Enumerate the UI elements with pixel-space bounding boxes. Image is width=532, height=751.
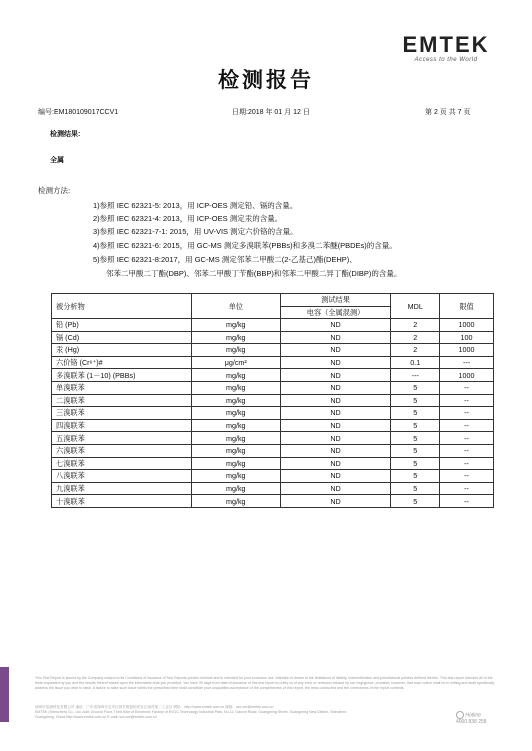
method-item: 5)参照 IEC 62321-8:2017，用 GC-MS 测定邻苯二甲酸二(2-乙基己)酯(DEHP)、	[93, 255, 357, 264]
cell-mdl: 2	[391, 319, 440, 332]
cell-item: 三溴联苯	[52, 407, 192, 420]
cell-result: ND	[280, 356, 391, 369]
logo-tagline: Access to the World	[414, 57, 478, 63]
header-result-title: 测试结果	[281, 294, 391, 307]
cell-result: ND	[280, 331, 391, 344]
cell-result: ND	[280, 407, 391, 420]
table-row	[52, 331, 494, 344]
cell-result: ND	[280, 495, 391, 508]
cell-item: 六溴联苯	[52, 444, 192, 457]
header-limit: 限值	[440, 294, 494, 319]
cell-item: 九溴联苯	[52, 482, 192, 495]
cell-unit: mg/kg	[191, 319, 280, 332]
table-row	[52, 356, 494, 369]
method-item: 邻苯二甲酸二丁酯(DBP)、邻苯二甲酸丁苄酯(BBP)和邻苯二甲酸二异丁酯(DIBP)的含量。	[106, 269, 402, 278]
report-number: 编号:EM180109017CCV1	[38, 109, 119, 116]
cell-limit: --	[440, 444, 494, 457]
cell-item: 五溴联苯	[52, 432, 192, 445]
cell-result: ND	[280, 419, 391, 432]
results-label: 检测结果:	[50, 131, 81, 138]
cell-item: 汞 (Hg)	[52, 344, 192, 357]
table-row	[52, 319, 494, 332]
cell-limit: 100	[440, 331, 494, 344]
header-result	[280, 294, 391, 319]
cell-limit: --	[440, 470, 494, 483]
table-row	[52, 394, 494, 407]
cell-item: 七溴联苯	[52, 457, 192, 470]
method-item: 2)参照 IEC 62321-4: 2013，用 ICP-OES 测定汞的含量。	[93, 214, 283, 223]
cell-unit: mg/kg	[191, 470, 280, 483]
cell-limit: 1000	[440, 344, 494, 357]
cell-item: 四溴联苯	[52, 419, 192, 432]
footer-hotline: Hotline 4000 838 258	[456, 712, 487, 725]
cell-mdl: 2	[391, 331, 440, 344]
cell-unit: mg/kg	[191, 482, 280, 495]
table-row	[52, 495, 494, 508]
table-row	[52, 344, 494, 357]
cell-result: ND	[280, 319, 391, 332]
table-row	[52, 457, 494, 470]
method-item: 4)参照 IEC 62321-6: 2015，用 GC-MS 测定多溴联苯(PBBs)和多溴二苯醚(PBDEs)的含量。	[93, 241, 397, 250]
cell-item: 铅 (Pb)	[52, 319, 192, 332]
cell-limit: --	[440, 457, 494, 470]
footer-company: 深圳市倍测科技有限公司 地址：广东省深圳市宝安区西乡街道固戍社区南昌第二工业区 网址：http://www.emtek.com.cn 邮箱：szc.cor@emtek.com.cn EMTEK (Shenzhen) Co., Ltd. Add: Ground Floor, Third Side of Electronic Factory of EVOC Technology Industrial Park, No.11, Gaoxin Road, Guangming Street, Guangming New District, Shenzhen. Guangdong, China http://www.emtek.com.cn E-mail: szc.cor@emtek.com.cn	[35, 705, 348, 719]
cell-unit: mg/kg	[191, 381, 280, 394]
cell-limit: --	[440, 407, 494, 420]
cell-item: 十溴联苯	[52, 495, 192, 508]
cell-result: ND	[280, 470, 391, 483]
cell-unit: mg/kg	[191, 457, 280, 470]
table-row	[52, 369, 494, 382]
cell-mdl: 5	[391, 419, 440, 432]
cell-item: 多溴联苯 (1－10) (PBBs)	[52, 369, 192, 382]
table-row	[52, 432, 494, 445]
methods-label: 检测方法:	[38, 186, 71, 195]
cell-result: ND	[280, 369, 391, 382]
table-row	[52, 444, 494, 457]
cell-limit: ---	[440, 356, 494, 369]
page-indicator: 第 2 页 共 7 页	[425, 109, 471, 116]
cell-unit: mg/kg	[191, 495, 280, 508]
cell-unit: mg/kg	[191, 344, 280, 357]
cell-limit: --	[440, 419, 494, 432]
cell-item: 单溴联苯	[52, 381, 192, 394]
cell-mdl: 0.1	[391, 356, 440, 369]
cell-item: 八溴联苯	[52, 470, 192, 483]
method-item: 3)参照 IEC 62321-7-1: 2015，用 UV-VIS 测定六价铬的含量。	[93, 227, 298, 236]
report-date: 日期:2018 年 01 月 12 日	[232, 109, 310, 116]
cell-mdl: 5	[391, 457, 440, 470]
cell-mdl: 5	[391, 470, 440, 483]
cell-unit: mg/kg	[191, 407, 280, 420]
cell-mdl: 5	[391, 394, 440, 407]
cell-mdl: 5	[391, 482, 440, 495]
cell-item: 二溴联苯	[52, 394, 192, 407]
method-item: 1)参照 IEC 62321-5: 2013，用 ICP-OES 测定铅、镉的含量。	[93, 201, 298, 210]
cell-limit: --	[440, 381, 494, 394]
cell-limit: 1000	[440, 369, 494, 382]
header-item: 被分析物	[52, 294, 192, 319]
hotline-icon	[456, 711, 464, 719]
table-row	[52, 482, 494, 495]
cell-unit: mg/kg	[191, 369, 280, 382]
cell-limit: --	[440, 482, 494, 495]
header-result-sub: 电容（全属混测）	[306, 307, 365, 317]
cell-result: ND	[280, 344, 391, 357]
cell-mdl: 5	[391, 381, 440, 394]
company-logo	[396, 34, 496, 63]
cell-mdl: 2	[391, 344, 440, 357]
cell-unit: mg/kg	[191, 444, 280, 457]
cell-result: ND	[280, 457, 391, 470]
cell-unit: mg/kg	[191, 432, 280, 445]
cell-limit: 1000	[440, 319, 494, 332]
cell-mdl: ---	[391, 369, 440, 382]
cell-limit: --	[440, 394, 494, 407]
cell-unit: μg/cm²	[191, 356, 280, 369]
cell-item: 六价铬 (Cr⁶⁺)#	[52, 356, 192, 369]
footer-disclaimer: This Test Report is issued by the Company subject to its Conditions of Issuance of Test Reports printed overleaf and is intended for your exclusive use. Attention is drawn to the limitations of liability, indemnification and jurisdictional policies defined therein. This test report includes all of the tests requested by you and the results thereof based upon the information that you provided. You have 30 days from date of issuance of this test report to notify us of any error or omission caused by our negligence, provided, however, that such notice shall be in writing and shall specifically address the issue you wish to raise. A failure to raise such issue within the prescribed time shall constitute your unqualified acceptance of the completeness of this report, the tests conducted and the correctness of the report contents.	[35, 676, 495, 690]
cell-unit: mg/kg	[191, 394, 280, 407]
cell-mdl: 5	[391, 444, 440, 457]
cell-mdl: 5	[391, 407, 440, 420]
table-header-row	[52, 294, 494, 319]
cell-unit: mg/kg	[191, 331, 280, 344]
header-mdl: MDL	[391, 294, 440, 319]
cell-result: ND	[280, 444, 391, 457]
cell-unit: mg/kg	[191, 419, 280, 432]
table-row	[52, 419, 494, 432]
cell-result: ND	[280, 432, 391, 445]
table-row	[52, 407, 494, 420]
material-label: 全属	[50, 157, 64, 164]
table-row	[52, 470, 494, 483]
cell-mdl: 5	[391, 432, 440, 445]
page-title: 检测报告	[218, 67, 314, 92]
logo-wordmark: EMTEK	[402, 32, 490, 57]
table-row	[52, 381, 494, 394]
cell-item: 镉 (Cd)	[52, 331, 192, 344]
cell-limit: --	[440, 495, 494, 508]
cell-result: ND	[280, 482, 391, 495]
cell-result: ND	[280, 394, 391, 407]
cell-mdl: 5	[391, 495, 440, 508]
header-unit: 单位	[191, 294, 280, 319]
cell-result: ND	[280, 381, 391, 394]
accent-bar	[0, 667, 9, 722]
results-table	[51, 293, 494, 508]
cell-limit: --	[440, 432, 494, 445]
